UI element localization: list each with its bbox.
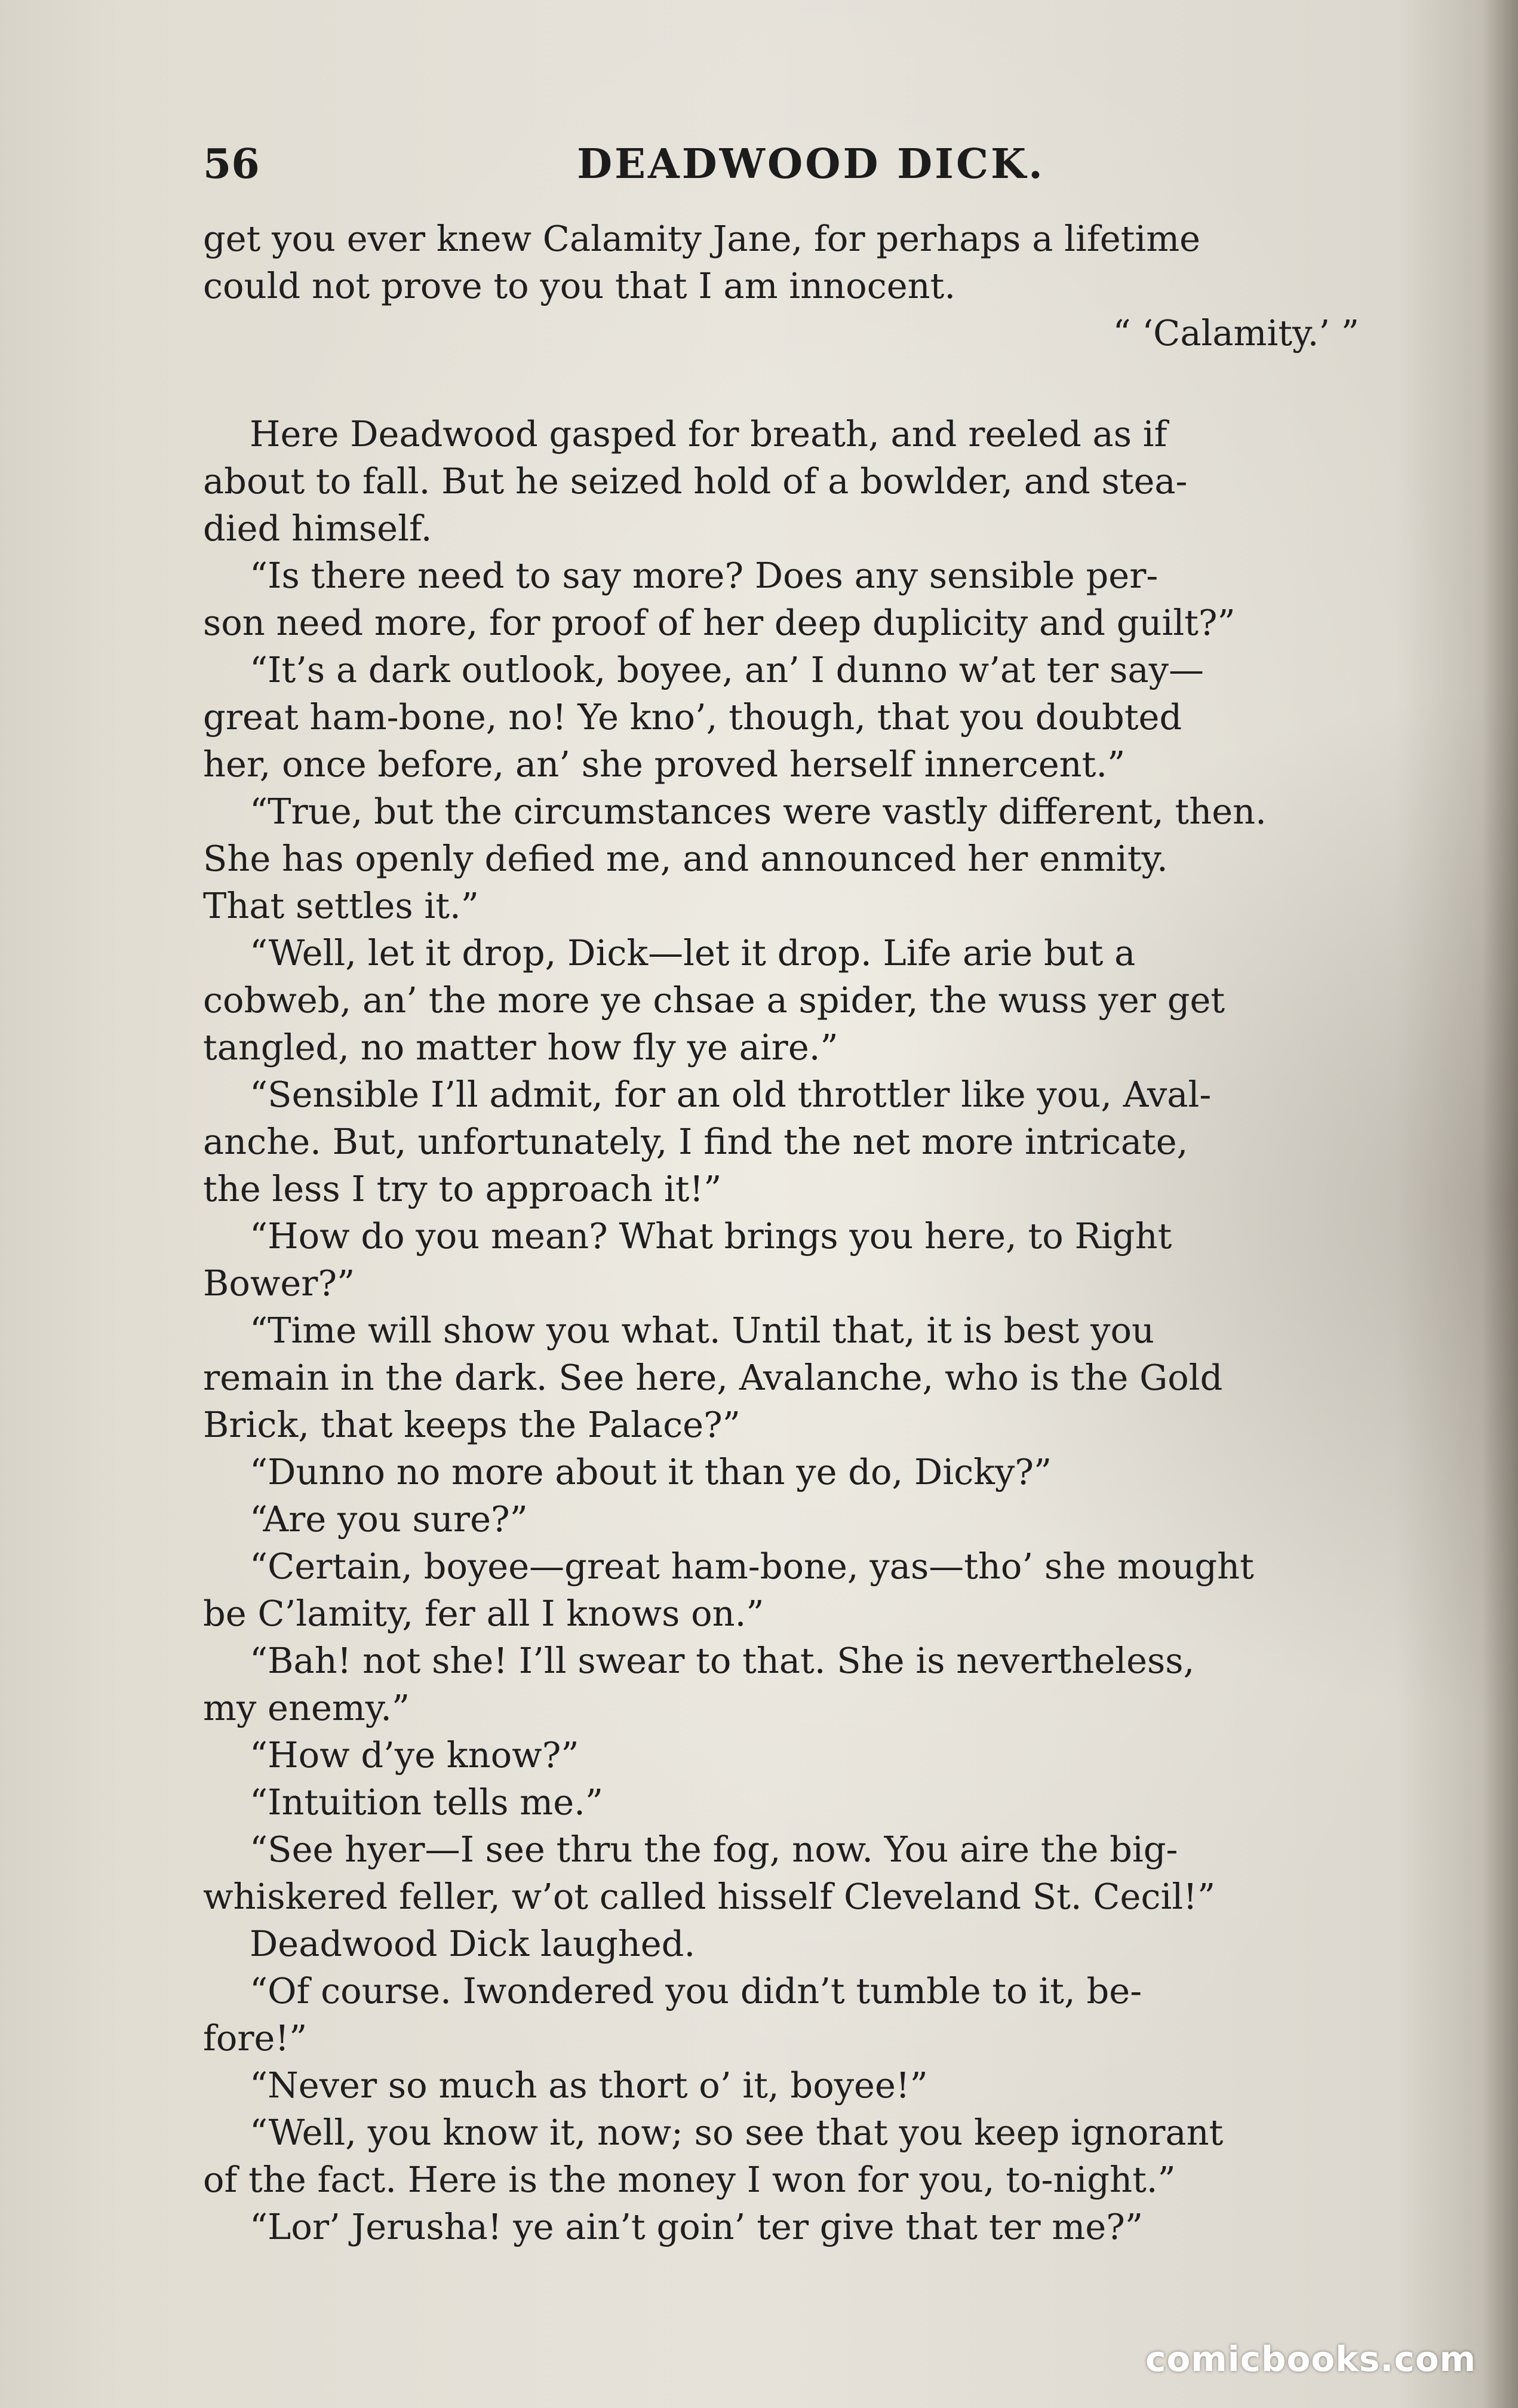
text-line: “Time will show you what. Until that, it is best you — [250, 1310, 1154, 1351]
text-line: about to fall. But he seized hold of a bowlder, and stea- — [203, 460, 1188, 502]
text-line: “See hyer—I see thru the fog, now. You aire the big- — [250, 1829, 1178, 1870]
text-line: her, once before, an’ she proved herself innercent.” — [203, 744, 1126, 785]
text-line: “Sensible I’ll admit, for an old throttler like you, Aval- — [250, 1074, 1212, 1115]
text-line: “How do you mean? What brings you here, to Right — [250, 1215, 1172, 1257]
text-line: “Intuition tells me.” — [250, 1782, 604, 1823]
text-line: “Lor’ Jerusha! ye ain’t goin’ ter give that ter me?” — [250, 2206, 1144, 2247]
text-line: my enemy.” — [203, 1687, 410, 1728]
text-line: the less I try to approach it!” — [203, 1168, 722, 1209]
text-line: “Dunno no more about it than ye do, Dicky?” — [250, 1451, 1052, 1492]
text-line: Here Deadwood gasped for breath, and reeled as if — [250, 413, 1167, 454]
text-line: tangled, no matter how fly ye aire.” — [203, 1027, 838, 1068]
text-line: died himself. — [203, 508, 432, 549]
text-line: whiskered feller, w’ot called hisself Cleveland St. Cecil!” — [203, 1876, 1216, 1917]
text-line: Bower?” — [203, 1263, 355, 1304]
text-line: “True, but the circumstances were vastly different, then. — [250, 791, 1267, 832]
section-gap — [203, 357, 1419, 410]
text-line: “Are you sure?” — [250, 1498, 528, 1540]
text-line: get you ever knew Calamity Jane, for perhaps a lifetime — [203, 218, 1201, 259]
text-line: “It’s a dark outlook, boyee, an’ I dunno w’at ter say— — [250, 649, 1204, 690]
text-line: Deadwood Dick laughed. — [250, 1923, 696, 1964]
text-line: “Well, let it drop, Dick—let it drop. Life arie but a — [250, 932, 1136, 973]
text-line: “Bah! not she! I’ll swear to that. She is nevertheless, — [250, 1640, 1195, 1681]
text-line: great ham-bone, no! Ye kno’, though, that you doubted — [203, 696, 1182, 738]
text-line: “ ‘Calamity.’ ” — [1113, 312, 1359, 354]
text-line: “Never so much as thort o’ it, boyee!” — [250, 2065, 928, 2106]
running-head-title: DEADWOOD DICK. — [577, 140, 1045, 188]
text-line: She has openly defied me, and announced her enmity. — [203, 838, 1168, 879]
text-line: fore!” — [203, 2017, 308, 2059]
watermark: comicbooks.com — [1145, 2339, 1476, 2379]
text-line: could not prove to you that I am innocent. — [203, 265, 956, 306]
text-line: anche. But, unfortunately, I find the net more intricate, — [203, 1121, 1188, 1162]
text-line: of the fact. Here is the money I won for you, to-night.” — [203, 2159, 1176, 2200]
text-line: “Well, you know it, now; so see that you keep ignorant — [250, 2112, 1224, 2153]
text-line: son need more, for proof of her deep duplicity and guilt?” — [203, 602, 1236, 643]
text-line: “Of course. Iwondered you didn’t tumble to it, be- — [250, 1970, 1142, 2011]
page-number: 56 — [203, 140, 260, 188]
text-line: be C’lamity, fer all I knows on.” — [203, 1593, 764, 1634]
text-line: That settles it.” — [203, 885, 479, 926]
text-line: “How d’ye know?” — [250, 1734, 579, 1776]
body-text — [203, 215, 1419, 2250]
page-header — [203, 131, 1419, 197]
text-line: “Is there need to say more? Does any sensible per- — [250, 555, 1159, 596]
text-line: remain in the dark. See here, Avalanche, who is the Gold — [203, 1357, 1223, 1398]
text-line: “Certain, boyee—great ham-bone, yas—tho’ she mought — [250, 1546, 1254, 1587]
text-line: cobweb, an’ the more ye chsae a spider, the wuss yer get — [203, 979, 1225, 1021]
text-line: Brick, that keeps the Palace?” — [203, 1404, 740, 1445]
